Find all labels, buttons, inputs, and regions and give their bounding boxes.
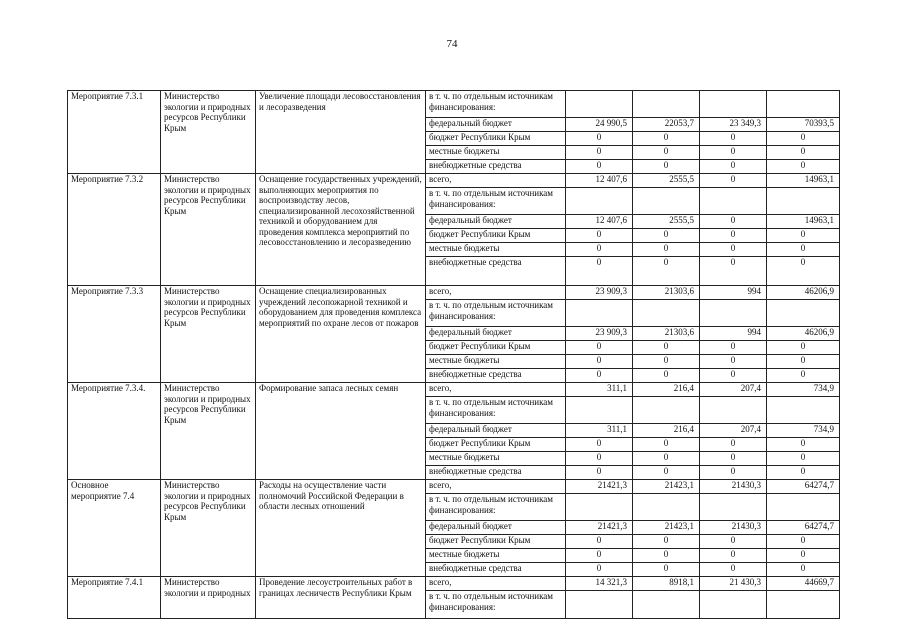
executor-cell: Министерство экологии и природных ресурсов Республики Крым [161,480,256,577]
value-cell: 0 [700,452,767,466]
value-cell: 0 [633,369,700,383]
value-cell: 0 [767,257,840,286]
description-cell: Оснащение специализированных учреждений лесопожарной техникой и оборудованием для проведения комплекса мероприятий по охране лесов от пожаров [256,286,426,383]
source-label-cell: федеральный бюджет [426,215,566,229]
value-cell: 207,4 [700,383,767,397]
value-cell: 22053,7 [633,118,700,132]
value-cell: 64274,7 [767,521,840,535]
source-label-cell: в т. ч. по отдельным источникам финансирования: [426,91,566,118]
value-cell: 0 [700,243,767,257]
value-cell: 0 [700,160,767,174]
value-cell [767,188,840,215]
value-cell: 0 [566,146,633,160]
table-row [68,480,840,494]
measure-cell: Основное мероприятие 7.4 [68,480,161,577]
value-cell: 0 [566,549,633,563]
value-cell: 994 [700,286,767,300]
value-cell: 0 [633,355,700,369]
value-cell [700,188,767,215]
source-label-cell: всего, [426,480,566,494]
value-cell [633,397,700,424]
value-cell: 21430,3 [700,480,767,494]
value-cell: 0 [633,229,700,243]
value-cell [566,397,633,424]
table-row [68,577,840,591]
executor-cell: Министерство экологии и природных ресурсов Республики Крым [161,286,256,383]
value-cell: 0 [633,160,700,174]
page-number: 74 [446,38,458,50]
value-cell: 0 [767,563,840,577]
source-label-cell: бюджет Республики Крым [426,438,566,452]
value-cell: 0 [767,243,840,257]
source-label-cell: внебюджетные средства [426,257,566,286]
value-cell [566,494,633,521]
value-cell: 0 [767,452,840,466]
value-cell: 0 [633,132,700,146]
value-cell: 0 [700,174,767,188]
value-cell: 0 [767,146,840,160]
source-label-cell: в т. ч. по отдельным источникам финансирования: [426,494,566,521]
value-cell: 0 [700,466,767,480]
source-label-cell: федеральный бюджет [426,521,566,535]
value-cell [767,591,840,619]
value-cell [700,91,767,118]
value-cell: 2555,5 [633,174,700,188]
value-cell [767,397,840,424]
source-label-cell: всего, [426,174,566,188]
value-cell: 14963,1 [767,215,840,229]
value-cell: 23 349,3 [700,118,767,132]
value-cell: 0 [767,341,840,355]
measure-cell: Мероприятие 7.3.2 [68,174,161,286]
value-cell: 21303,6 [633,286,700,300]
value-cell: 0 [700,257,767,286]
executor-cell: Министерство экологии и природных ресурсов Республики Крым [161,383,256,480]
source-label-cell: местные бюджеты [426,355,566,369]
value-cell: 14 321,3 [566,577,633,591]
value-cell [566,91,633,118]
value-cell: 0 [633,452,700,466]
value-cell: 0 [566,355,633,369]
source-label-cell: бюджет Республики Крым [426,229,566,243]
value-cell: 0 [566,563,633,577]
value-cell: 70393,5 [767,118,840,132]
description-cell: Формирование запаса лесных семян [256,383,426,480]
value-cell: 734,9 [767,383,840,397]
value-cell: 0 [767,549,840,563]
value-cell: 46206,9 [767,286,840,300]
value-cell: 0 [566,466,633,480]
value-cell: 0 [700,369,767,383]
value-cell: 207,4 [700,424,767,438]
value-cell [633,591,700,619]
value-cell: 12 407,6 [566,174,633,188]
source-label-cell: местные бюджеты [426,243,566,257]
value-cell: 0 [566,535,633,549]
value-cell: 0 [767,229,840,243]
value-cell: 0 [767,160,840,174]
source-label-cell: в т. ч. по отдельным источникам финансирования: [426,188,566,215]
value-cell: 0 [633,549,700,563]
value-cell: 0 [700,146,767,160]
value-cell: 0 [700,438,767,452]
source-label-cell: федеральный бюджет [426,327,566,341]
value-cell: 0 [566,438,633,452]
value-cell: 21303,6 [633,327,700,341]
value-cell [767,91,840,118]
table-row [68,174,840,188]
value-cell [767,300,840,327]
value-cell: 0 [566,341,633,355]
table-row [68,91,840,118]
value-cell: 0 [566,160,633,174]
value-cell: 0 [700,132,767,146]
table-row [68,286,840,300]
value-cell: 0 [633,466,700,480]
value-cell: 21421,3 [566,521,633,535]
source-label-cell: внебюджетные средства [426,466,566,480]
value-cell [700,397,767,424]
value-cell [566,591,633,619]
value-cell: 21 430,3 [700,577,767,591]
value-cell [700,494,767,521]
value-cell: 0 [700,535,767,549]
value-cell: 0 [700,549,767,563]
source-label-cell: федеральный бюджет [426,118,566,132]
value-cell: 21423,1 [633,521,700,535]
value-cell: 0 [566,452,633,466]
source-label-cell: местные бюджеты [426,146,566,160]
source-label-cell: всего, [426,383,566,397]
table-row [68,383,840,397]
source-label-cell: бюджет Республики Крым [426,535,566,549]
source-label-cell: всего, [426,577,566,591]
value-cell: 0 [633,563,700,577]
value-cell: 8918,1 [633,577,700,591]
value-cell: 0 [700,355,767,369]
value-cell: 21430,3 [700,521,767,535]
value-cell: 0 [566,369,633,383]
value-cell [566,300,633,327]
source-label-cell: всего, [426,286,566,300]
description-cell: Оснащение государственных учреждений, выполняющих мероприятия по воспроизводству лесов, специализированной лесохозяйственной техникой и оборудованием для проведения комплекса мероприятий по лесовосстановлению и лесоразведению [256,174,426,286]
source-label-cell: внебюджетные средства [426,563,566,577]
source-label-cell: внебюджетные средства [426,369,566,383]
value-cell: 0 [767,369,840,383]
value-cell: 23 909,3 [566,286,633,300]
source-label-cell: бюджет Республики Крым [426,341,566,355]
value-cell: 0 [633,146,700,160]
value-cell: 0 [767,355,840,369]
value-cell [566,188,633,215]
value-cell: 2555,5 [633,215,700,229]
value-cell: 0 [633,438,700,452]
measure-cell: Мероприятие 7.3.1 [68,91,161,174]
value-cell [633,300,700,327]
value-cell: 0 [566,229,633,243]
source-label-cell: в т. ч. по отдельным источникам финансирования: [426,300,566,327]
value-cell: 0 [767,466,840,480]
value-cell: 0 [633,243,700,257]
value-cell: 12 407,6 [566,215,633,229]
description-cell: Проведение лесоустроительных работ в границах лесничеств Республики Крым [256,577,426,619]
value-cell: 0 [700,563,767,577]
value-cell: 216,4 [633,424,700,438]
value-cell: 0 [700,229,767,243]
source-label-cell: местные бюджеты [426,452,566,466]
executor-cell: Министерство экологии и природных ресурсов Республики Крым [161,174,256,286]
value-cell: 44669,7 [767,577,840,591]
value-cell: 0 [767,535,840,549]
value-cell: 0 [700,215,767,229]
value-cell [633,494,700,521]
value-cell [700,300,767,327]
value-cell: 0 [633,341,700,355]
value-cell: 46206,9 [767,327,840,341]
value-cell: 734,9 [767,424,840,438]
financing-table [67,90,840,619]
description-cell: Увеличение площади лесовосстановления и лесоразведения [256,91,426,174]
value-cell: 0 [700,341,767,355]
source-label-cell: местные бюджеты [426,549,566,563]
source-label-cell: федеральный бюджет [426,424,566,438]
value-cell: 0 [566,257,633,286]
value-cell [633,91,700,118]
value-cell: 311,1 [566,424,633,438]
value-cell: 311,1 [566,383,633,397]
source-label-cell: в т. ч. по отдельным источникам финансирования: [426,397,566,424]
value-cell: 21421,3 [566,480,633,494]
value-cell: 0 [767,438,840,452]
source-label-cell: в т. ч. по отдельным источникам финансирования: [426,591,566,619]
value-cell: 0 [566,132,633,146]
executor-cell: Министерство экологии и природных [161,577,256,619]
value-cell: 994 [700,327,767,341]
description-cell: Расходы на осуществление части полномочий Российской Федерации в области лесных отношений [256,480,426,577]
value-cell: 21423,1 [633,480,700,494]
value-cell: 216,4 [633,383,700,397]
value-cell [767,494,840,521]
source-label-cell: внебюджетные средства [426,160,566,174]
value-cell: 24 990,5 [566,118,633,132]
value-cell: 0 [633,257,700,286]
value-cell: 14963,1 [767,174,840,188]
executor-cell: Министерство экологии и природных ресурсов Республики Крым [161,91,256,174]
value-cell: 0 [566,243,633,257]
value-cell: 0 [633,535,700,549]
value-cell: 0 [767,132,840,146]
measure-cell: Мероприятие 7.3.3 [68,286,161,383]
value-cell: 64274,7 [767,480,840,494]
source-label-cell: бюджет Республики Крым [426,132,566,146]
value-cell: 23 909,3 [566,327,633,341]
value-cell [633,188,700,215]
measure-cell: Мероприятие 7.4.1 [68,577,161,619]
value-cell [700,591,767,619]
measure-cell: Мероприятие 7.3.4. [68,383,161,480]
